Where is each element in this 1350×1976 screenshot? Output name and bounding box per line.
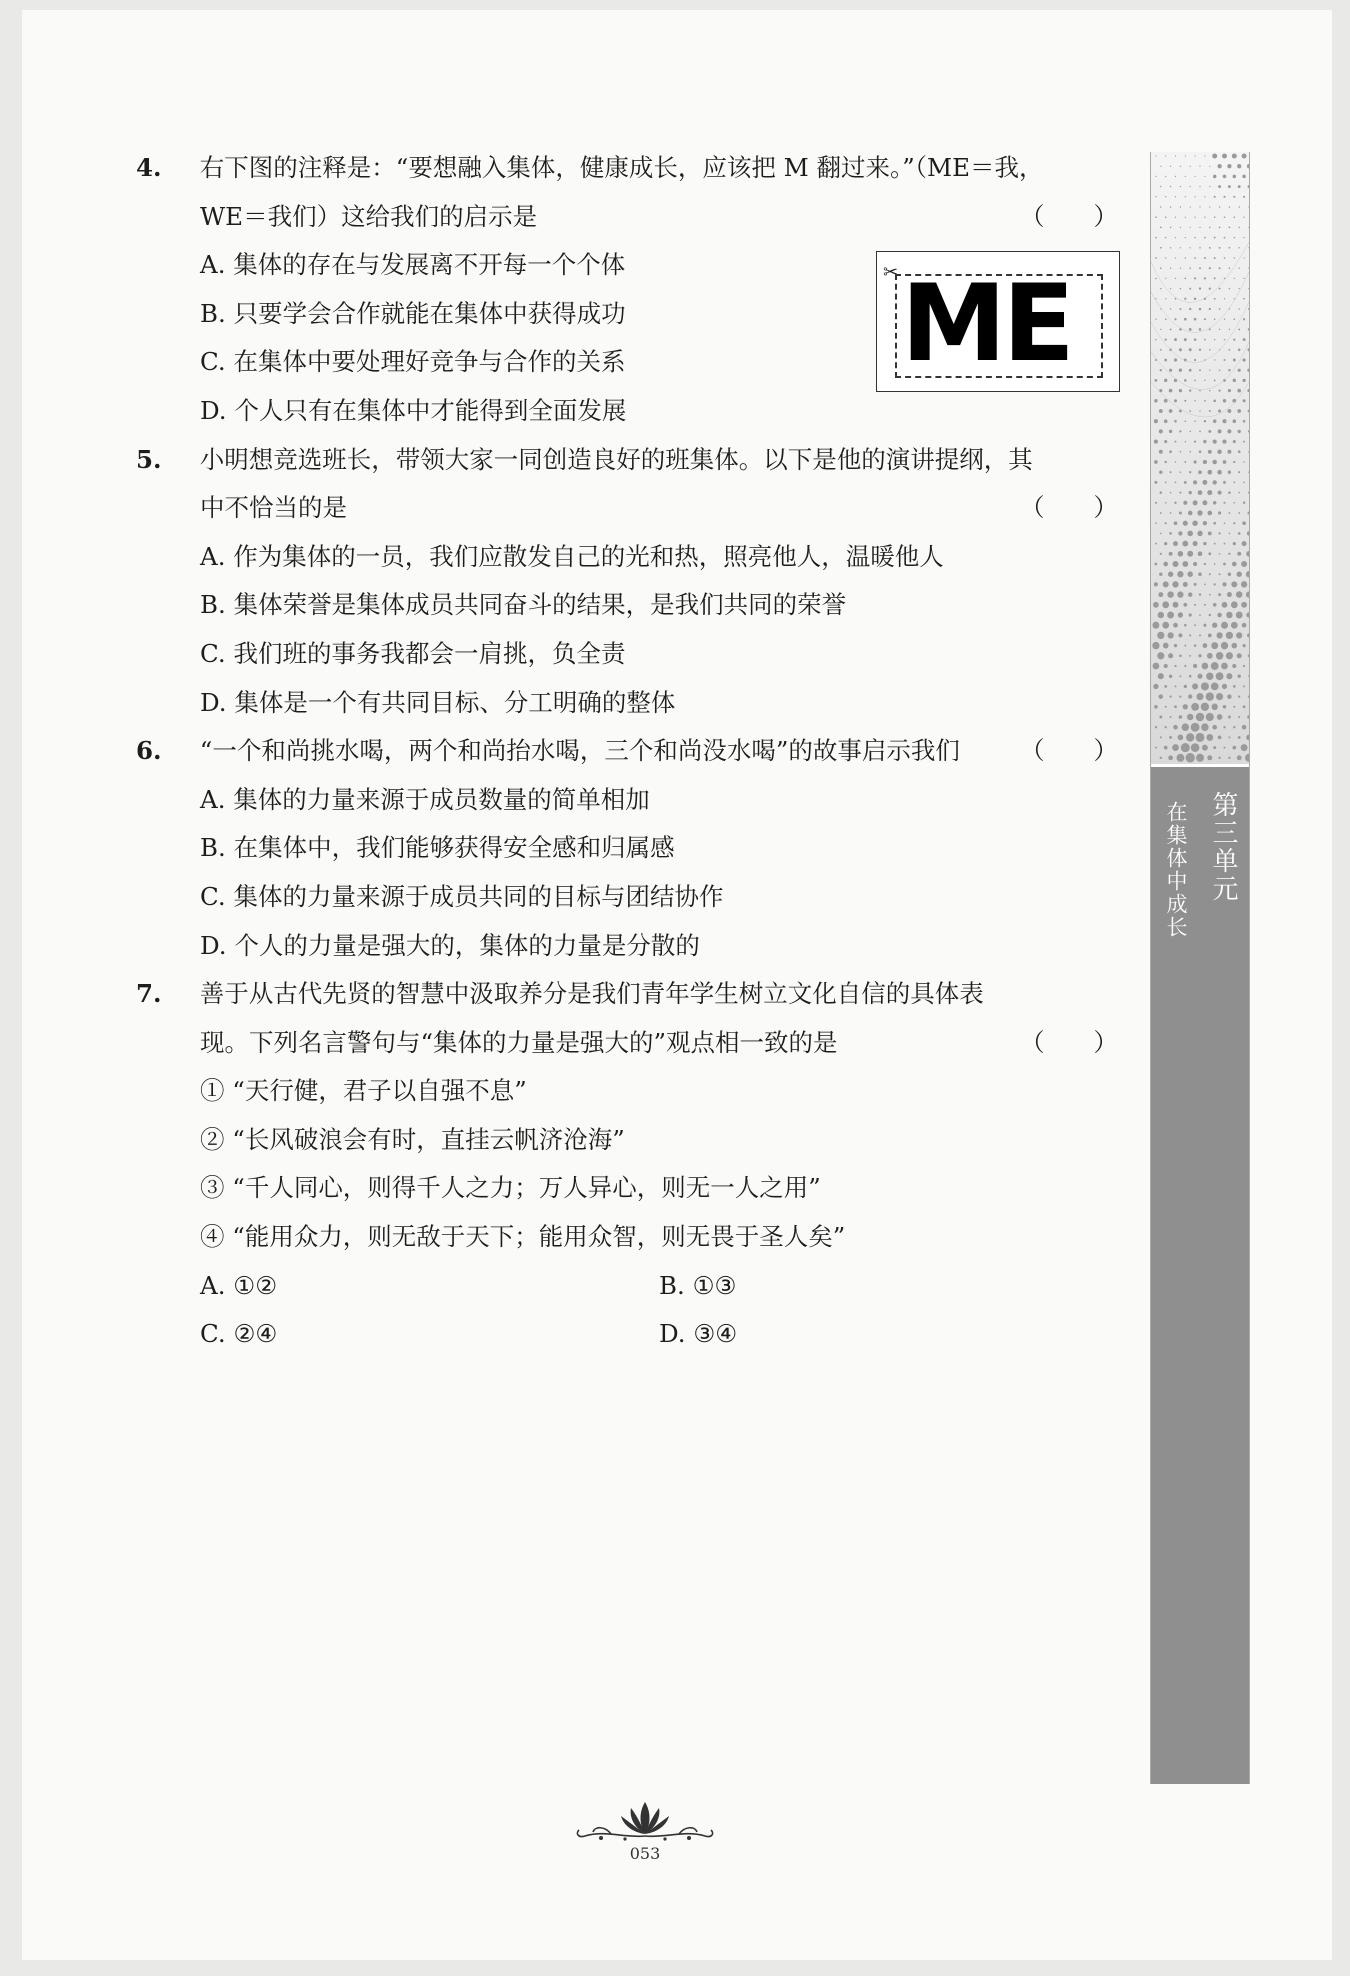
statement-1: ① “天行健，君子以自强不息”	[200, 1076, 527, 1106]
floral-ornament-icon	[565, 1794, 725, 1846]
unit-title: 第三单元	[1208, 791, 1238, 903]
option-b: B. 只要学会合作就能在集体中获得成功	[200, 298, 626, 328]
statement-2: ② “长风破浪会有时，直挂云帆济沧海”	[200, 1124, 625, 1154]
me-figure-text: ME	[901, 262, 1071, 385]
statement-3: ③ “千人同心，则得千人之力；万人异心，则无一人之用”	[200, 1173, 821, 1203]
question-number: 5.	[136, 444, 162, 474]
option-b: B. ①③	[659, 1270, 737, 1300]
unit-label-box	[1151, 764, 1249, 1784]
question-number: 7.	[136, 979, 162, 1009]
question-7	[136, 970, 1118, 1359]
option-c: C. 集体的力量来源于成员共同的目标与团结协作	[200, 881, 724, 911]
option-a: A. 作为集体的一员，我们应散发自己的光和热，照亮他人，温暖他人	[200, 541, 944, 571]
option-d: D. ③④	[659, 1319, 738, 1349]
unit-sidebar	[1150, 152, 1250, 1784]
question-stem-line-2: WE＝我们）这给我们的启示是 （ ）	[168, 193, 1118, 242]
question-stem-line-1: 小明想竞选班长，带领大家一同创造良好的班集体。以下是他的演讲提纲，其	[199, 444, 1033, 474]
question-stem-line-2: 现。下列名言警句与“集体的力量是强大的”观点相一致的是 （ ）	[168, 1019, 1118, 1068]
option-d: D. 个人的力量是强大的，集体的力量是分散的	[200, 930, 700, 960]
halftone-pattern	[1151, 152, 1249, 764]
scissors-icon: ✂	[883, 262, 899, 283]
answer-parentheses: （ ）	[1020, 493, 1118, 523]
question-stem-line-1: 右下图的注释是：“要想融入集体，健康成长，应该把 M 翻过来。”（ME＝我，	[199, 153, 1044, 182]
option-b: B. 在集体中，我们能够获得安全感和归属感	[200, 833, 675, 863]
option-d: D. 个人只有在集体中才能得到全面发展	[200, 395, 627, 425]
question-stem-line-1: “一个和尚挑水喝，两个和尚抬水喝，三个和尚没水喝”的故事启示我们	[199, 736, 960, 766]
option-a: A. 集体的存在与发展离不开每一个个体	[200, 250, 626, 280]
option-c: C. ②④	[200, 1319, 278, 1349]
option-d: D. 集体是一个有共同目标、分工明确的整体	[200, 687, 676, 717]
answer-parentheses: （ ）	[1020, 1027, 1118, 1057]
statement-4: ④ “能用众力，则无敌于天下；能用众智，则无畏于圣人矣”	[200, 1222, 846, 1252]
question-stem-line-1: 善于从古代先贤的智慧中汲取养分是我们青年学生树立文化自信的具体表	[199, 979, 984, 1009]
question-number: 4.	[136, 153, 162, 182]
me-figure	[876, 251, 1120, 392]
option-a: A. 集体的力量来源于成员数量的简单相加	[200, 784, 650, 814]
option-b: B. 集体荣誉是集体成员共同奋斗的结果，是我们共同的荣誉	[200, 590, 847, 620]
question-stem-line-2: 中不恰当的是 （ ）	[168, 484, 1118, 533]
answer-parentheses: （ ）	[1020, 736, 1118, 766]
answer-parentheses: （ ）	[1020, 201, 1118, 231]
option-c: C. 在集体中要处理好竞争与合作的关系	[200, 347, 626, 377]
question-5	[136, 436, 1118, 728]
option-a: A. ①②	[200, 1270, 278, 1300]
page-number: 053	[629, 1844, 661, 1863]
question-number: 6.	[136, 736, 162, 766]
option-c: C. 我们班的事务我都会一肩挑，负全责	[200, 638, 626, 668]
question-6	[136, 727, 1118, 970]
unit-subtitle: 在集体中成长	[1164, 801, 1188, 939]
page-footer	[565, 1794, 725, 1874]
